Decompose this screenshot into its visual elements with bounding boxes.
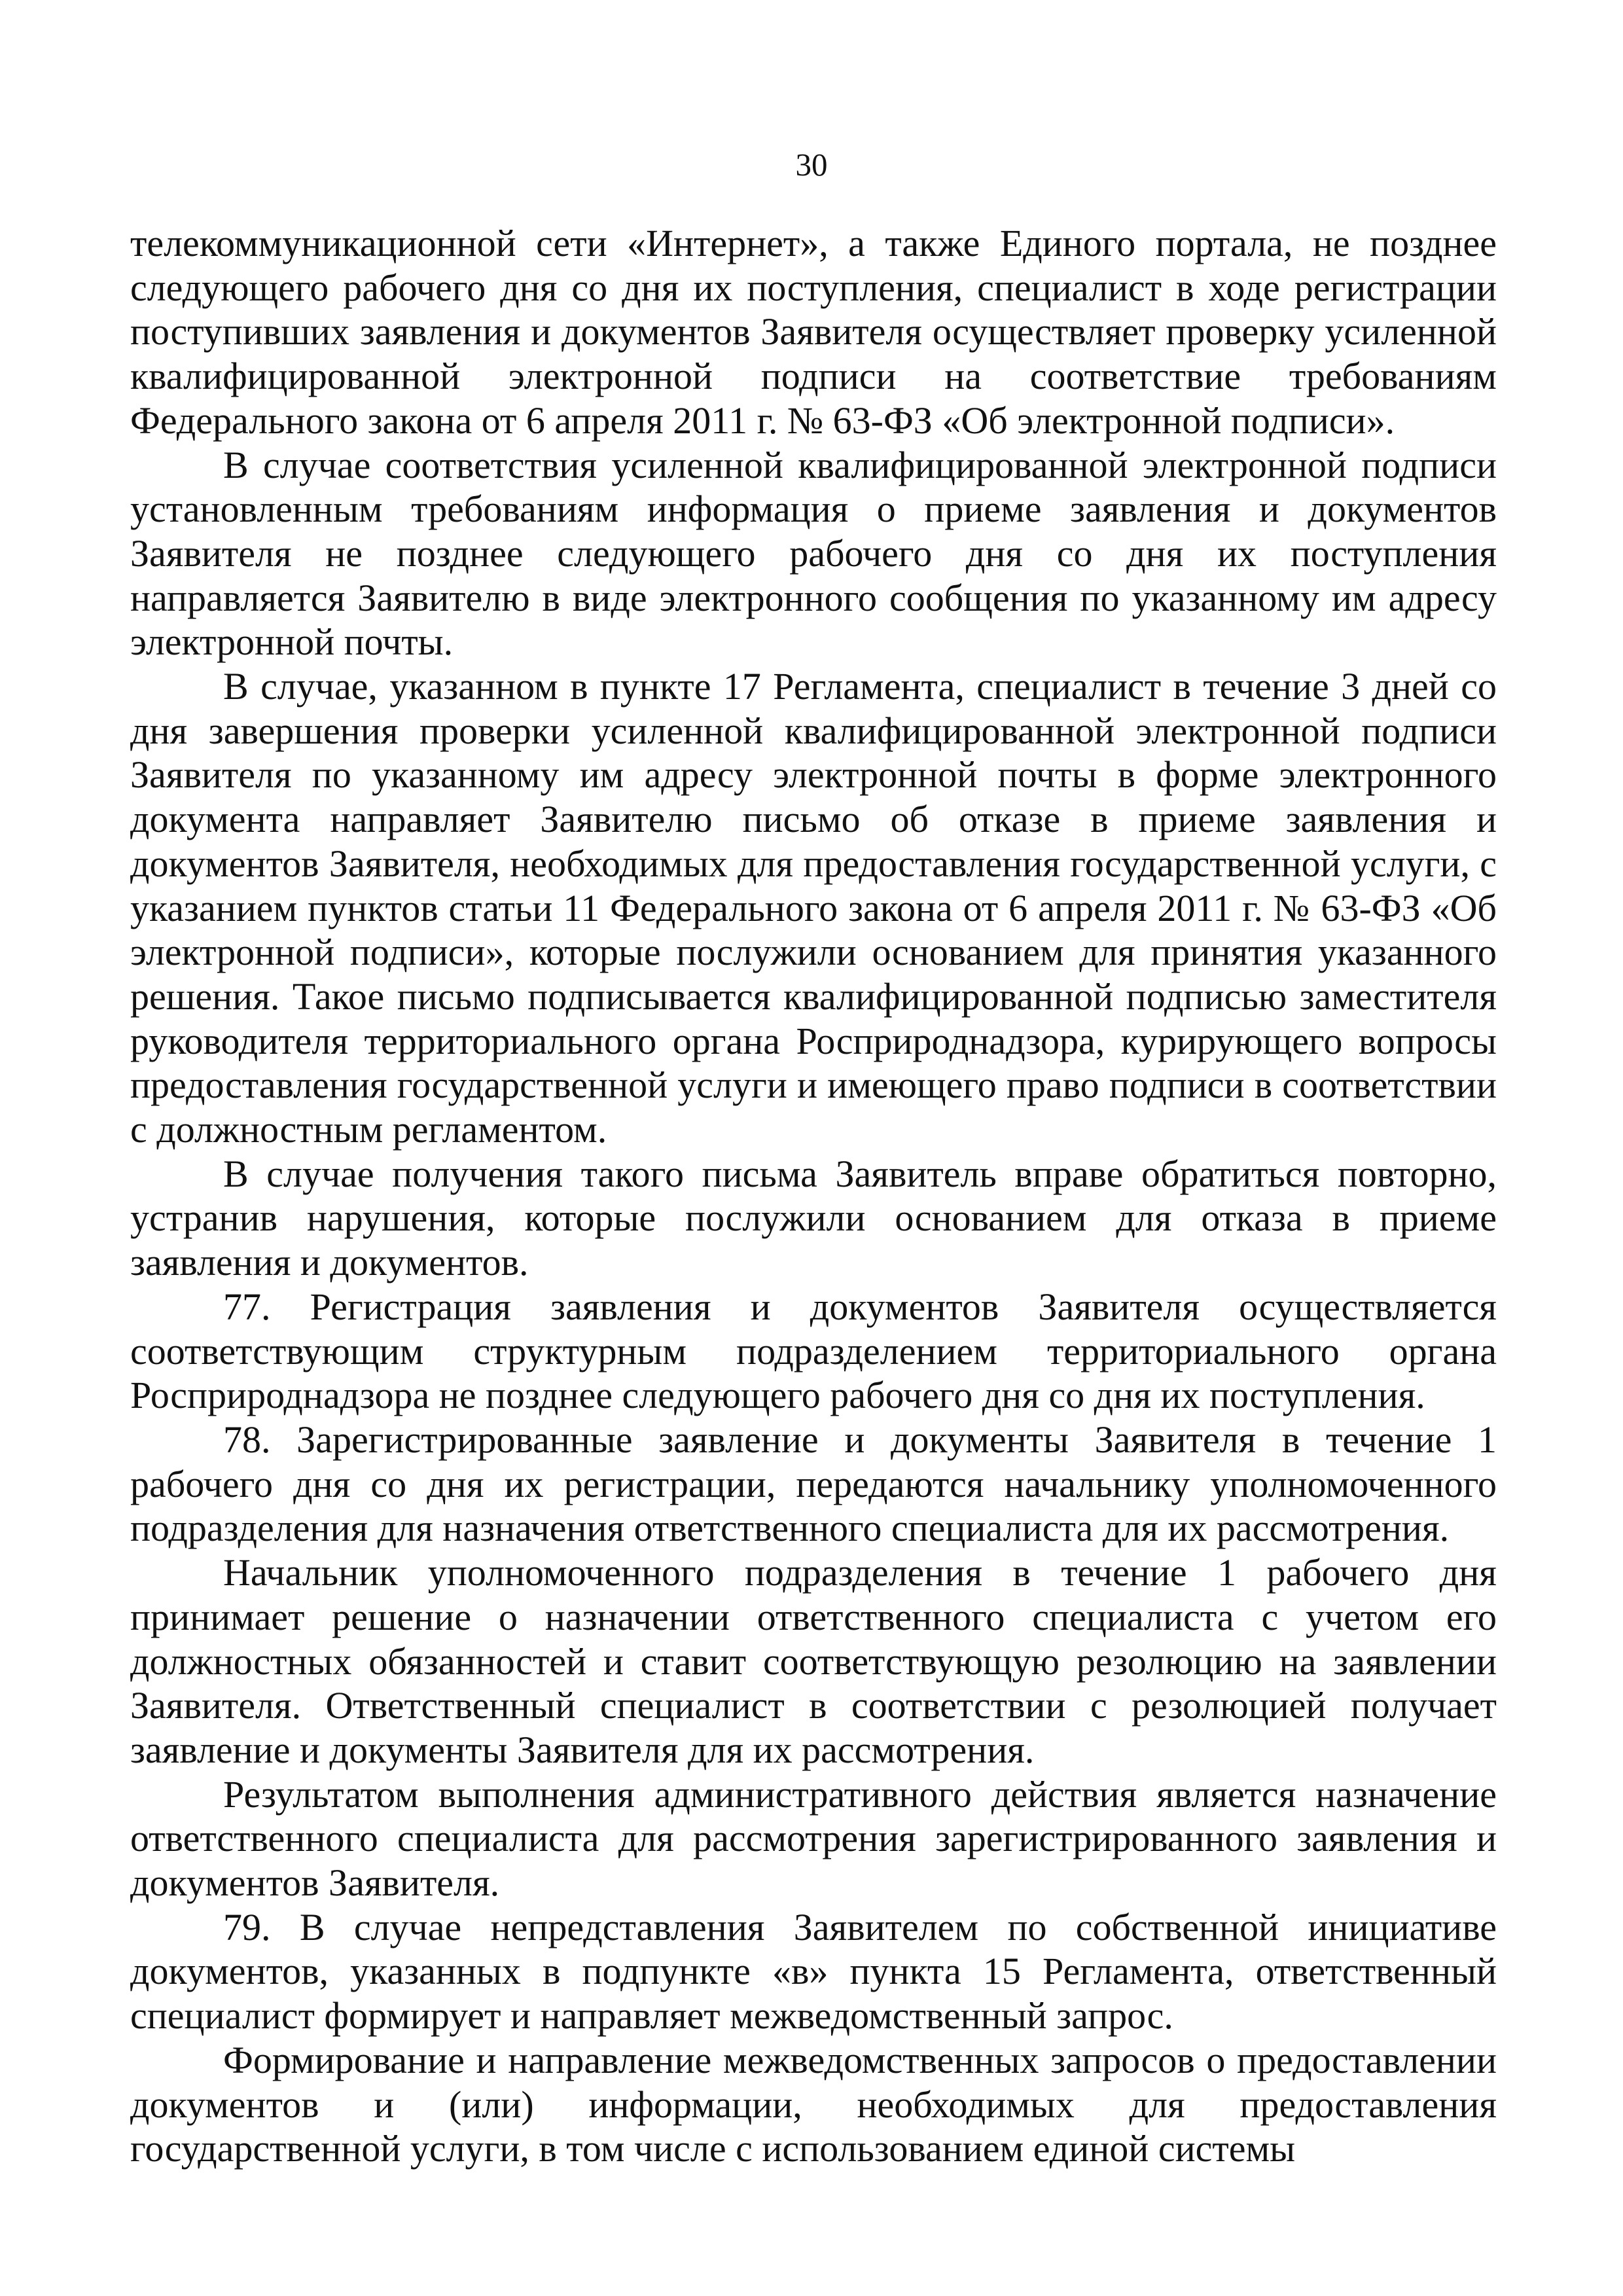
paragraph: В случае получения такого письма Заявитель вправе обратиться повторно, устранив нарушения, которые послужили основанием для отказа в приеме заявления и документов. (130, 1152, 1497, 1284)
paragraph: В случае, указанном в пункте 17 Регламента, специалист в течение 3 дней со дня завершения проверки усиленной квалифицированной электронной подписи Заявителя по указанному им адресу электронной почты в форме электронного документа направляет Заявителю письмо об отказе в приеме заявления и документов Заявителя, необходимых для предоставления государственной услуги, с указанием пунктов статьи 11 Федерального закона от 6 апреля 2011 г. № 63-ФЗ «Об электронной подписи», которые послужили основанием для принятия указанного решения. Такое письмо подписывается квалифицированной подписью заместителя руководителя территориального органа Росприроднадзора, курирующего вопросы предоставления государственной услуги и имеющего право подписи в соответствии с должностным регламентом. (130, 665, 1497, 1151)
paragraph: Формирование и направление межведомственных запросов о предоставлении документов и (или) информации, необходимых для предоставления государственной услуги, в том числе с использованием единой системы (130, 2038, 1497, 2170)
paragraph: 77. Регистрация заявления и документов Заявителя осуществляется соответствующим структурным подразделением территориального органа Росприроднадзора не позднее следующего рабочего дня со дня их поступления. (130, 1285, 1497, 1417)
paragraph: Начальник уполномоченного подразделения в течение 1 рабочего дня принимает решение о назначении ответственного специалиста с учетом его должностных обязанностей и ставит соответствующую резолюцию на заявлении Заявителя. Ответственный специалист в соответствии с резолюцией получает заявление и документы Заявителя для их рассмотрения. (130, 1551, 1497, 1771)
document-body (130, 221, 1497, 2171)
paragraph: В случае соответствия усиленной квалифицированной электронной подписи установленным требованиям информация о приеме заявления и документов Заявителя не позднее следующего рабочего дня со дня их поступления направляется Заявителю в виде электронного сообщения по указанному им адресу электронной почты. (130, 443, 1497, 664)
paragraph: 78. Зарегистрированные заявление и документы Заявителя в течение 1 рабочего дня со дня их регистрации, передаются начальнику уполномоченного подразделения для назначения ответственного специалиста для их рассмотрения. (130, 1418, 1497, 1550)
page-number: 30 (795, 147, 828, 183)
paragraph: Результатом выполнения административного действия является назначение ответственного специалиста для рассмотрения зарегистрированного заявления и документов Заявителя. (130, 1772, 1497, 1905)
paragraph: телекоммуникационной сети «Интернет», а также Единого портала, не позднее следующего рабочего дня со дня их поступления, специалист в ходе регистрации поступивших заявления и документов Заявителя осуществляет проверку усиленной квалифицированной электронной подписи на соответствие требованиям Федерального закона от 6 апреля 2011 г. № 63-ФЗ «Об электронной подписи». (130, 222, 1497, 442)
paragraph: 79. В случае непредставления Заявителем по собственной инициативе документов, указанных в подпункте «в» пункта 15 Регламента, ответственный специалист формирует и направляет межведомственный запрос. (130, 1905, 1497, 2037)
